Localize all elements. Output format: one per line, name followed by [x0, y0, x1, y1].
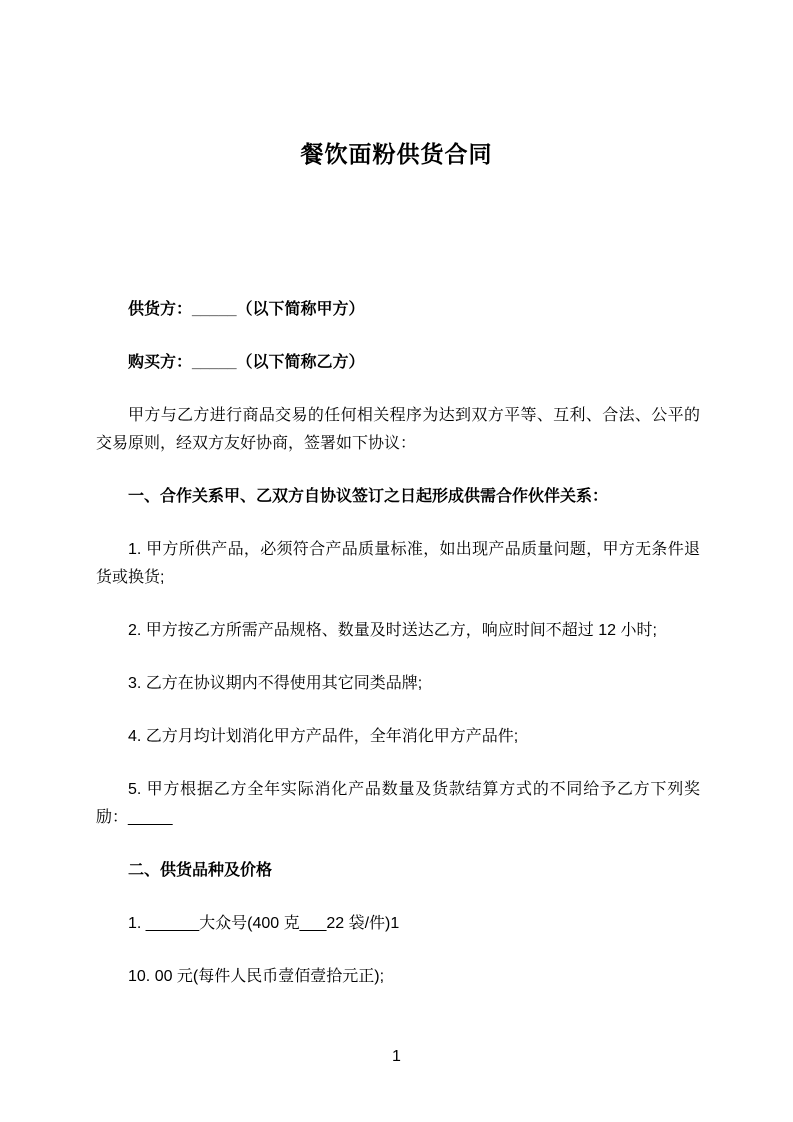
document-title: 餐饮面粉供货合同	[300, 141, 493, 167]
preamble: 甲方与乙方进行商品交易的任何相关程序为达到双方平等、互利、合法、公平的交易原则，经双方友好协商，签署如下协议：	[96, 407, 700, 452]
document-body	[96, 296, 700, 991]
item-2-1-price: 10. 00 元(每件人民币壹佰壹拾元正);	[128, 968, 385, 985]
clause-1-1: 1. 甲方所供产品，必须符合产品质量标准，如出现产品质量问题，甲方无条件退货或换货;	[96, 541, 700, 586]
clause-1-4: 4. 乙方月均计划消化甲方产品件，全年消化甲方产品件;	[128, 728, 519, 745]
item-2-1: 1. ______大众号(400 克___22 袋/件)1	[128, 915, 400, 932]
buyer-line: 购买方：_____（以下简称乙方）	[128, 354, 365, 371]
page-number: 1	[392, 1048, 401, 1065]
supplier-line: 供货方：_____（以下简称甲方）	[128, 301, 365, 318]
section-2-heading: 二、供货品种及价格	[128, 862, 273, 879]
clause-1-2: 2. 甲方按乙方所需产品规格、数量及时送达乙方，响应时间不超过 12 小时;	[128, 622, 657, 639]
clause-1-3: 3. 乙方在协议期内不得使用其它同类品牌;	[128, 675, 423, 692]
section-1-heading: 一、合作关系甲、乙双方自协议签订之日起形成供需合作伙伴关系：	[128, 488, 609, 505]
clause-1-5: 5. 甲方根据乙方全年实际消化产品数量及货款结算方式的不同给予乙方下列奖励：_____	[96, 781, 700, 826]
